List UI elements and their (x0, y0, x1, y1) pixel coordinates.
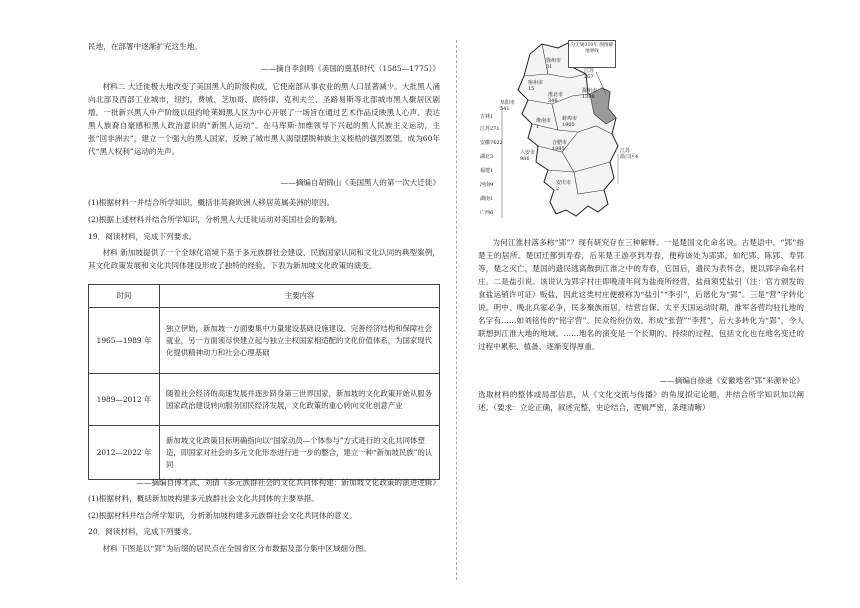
table-header-time: 时间 (89, 285, 160, 308)
material-20-paragraph: 为何江淮村落多称“郢”？现有研究存在三种解释。一是楚国文化命名说。古楚语中，“郢”指楚王的居所。楚国迁都到寿春，后来楚王游亭到寿春，便称该处为郢郢，如纪郢、陈郢、寿郢等，楚之灭亡，楚国的遗民逃离散到江淮之中的寿春，它国后，遗民为表怀念，便以郢字命名村庄。二是盐引说。该说认为郢字村庄即晚清年间为盐商所经营，盐商须凭盐引（注：官方颁发的食盐运销许可证）贩盐，因此这类村庄便被称为“盐引”“李引”，后谐化为“郢”。三是“营”字转化说。明中、晚北兵家必争，民多聚族而居，结营自保。太平天国运动时期，淮军各营均驻扎地的名字有……如刘铭传的“铭字营”、民众纷纷仿效，形成“张营”“李营”，后大多转化为“郢”，令人联想到江淮大地的地域。……地名的演变是一个长期的、持续的过程，包括文化也在地名变迁的过程中累积、植备、逐渐变得厚重。 (478, 238, 804, 351)
province-label: 福建1 (480, 168, 494, 174)
city-label: 江苏 267 (584, 68, 595, 80)
table-header-content: 主要内容 (160, 285, 440, 308)
table-row (89, 308, 440, 374)
province-label: 广西6 (480, 210, 494, 216)
jiangsu-label: 江苏 温口区4 (620, 148, 639, 160)
table-cell-time: 2012—2022 年 (89, 426, 160, 480)
source-citation: ——摘自李剑鸣《美国的奠基时代（1585—1775）》 (260, 64, 440, 73)
table-header-row (89, 285, 440, 308)
city-label: 阜阳市 541 (500, 100, 516, 112)
city-label: 徐州市 31 (546, 58, 562, 70)
question-19-heading: 19．阅读材料，完成下列要求。 (88, 232, 197, 241)
city-label: 合肥市 1985 (552, 140, 568, 152)
city-label: 宿州市 15 (528, 80, 544, 92)
policy-table (88, 284, 440, 480)
table-cell-time: 1965—1989 年 (89, 308, 160, 374)
table-row (89, 374, 440, 426)
province-label: 江苏271 (480, 126, 500, 132)
source-citation: ——摘编自傅才武、刘倩《多元族群社会的文化共同体构建：新加坡文化政策的演进逻辑》 (136, 478, 440, 487)
material-20: 材料 下图是以“郢”为后缀的居民点在全国省区分布数据及部分集中区域细分图。 (102, 544, 371, 553)
source-citation: ——摘编自胡锦山《美国黑人的第一次大迁徙》 (280, 178, 440, 187)
province-label: 吉林1 (480, 114, 494, 120)
province-label: 湖北3 (480, 154, 494, 160)
table-cell-content: 新加坡文化政策目标明确指向以“国家动员—个体参与”方式进行的文化共同体塑造，即国家对社会的多元文化形态进行进一步的整合，建立一种“新加坡民族”的认同 (160, 426, 440, 480)
table-cell-content: 独立伊始，新加坡一方面要集中力量建设基础设施建设、完善经济结构和保障社会就业，另一方面须尽快建立起与独立主权国家相适配的文化价值体系，为国家现代化提供精神动力和社会心理基础 (160, 308, 440, 374)
province-label: 安徽7622 (480, 140, 503, 146)
question-19-1: (1)根据材料，概括新加坡构建多元族群社会文化共同体的主要举措。 (88, 494, 319, 503)
material-19: 材料 新加坡提供了一个全球化语境下基于多元族群社会建设、民族国家认同和文化认同的典型案例，其文化政策发展和文化共同体建设形成了独特的经验。下表为新加坡文化政策的演变。 (88, 248, 440, 270)
question-20-heading: 20．阅读材料，完成下列要求。 (88, 527, 197, 536)
material-two: 材料二 大迁徙极大地改变了美国黑人的阶级构成，它使南部从事农业的黑人口显著减少。大批黑人涌向北部及西部工业城市，纽约、费城、芝加哥、底特律、克利夫兰、圣路易斯等北部城市黑人聚居区剧增。一批新兴黑人中产阶级以纽约哈莱姆黑人区为中心开展了一场旨在通过艺术作品反映黑人心声、表达黑人族裔自豪感和黑人政治意识的“新黑人运动”。在马库斯·加维领导下兴起的黑人民族主义运动，主张“回非洲去”，建立一个强大的黑人国家，反映了城市黑人渴望摆脱种族主义桎梏的强烈愿望，成为60年代“黑人权利”运动的先声。 (88, 82, 440, 156)
city-label: 蚌埠市 1905 (562, 116, 578, 128)
map-legend: 分无锡310年 图图解地界线 (568, 40, 616, 68)
city-label: 淮南市 1 (536, 118, 552, 130)
column-divider (456, 40, 457, 580)
table-cell-content: 随着社会经济的高速发展并逐步跻身第三世界国家，新加坡的文化政策开始从服务国家政治建设转向服务国民经济发展，文化政策的重心转向文化创意产业 (160, 374, 440, 426)
source-citation: ——摘编自徐进《安徽地名“郢”来源补论》 (659, 376, 804, 385)
city-label: 安庆市 2 (556, 180, 572, 192)
text-line: 民地，在部署中逐渐扩充这生地。 (88, 42, 202, 51)
question-20-task: 选取材料的整体或局部信息，从《文化交流与传播》的角度拟定论题，并结合所学知识加以阐述。（要求：立论正确，叙述完整，史论结合，逻辑严密，条理清晰） (478, 390, 804, 412)
table-row (89, 426, 440, 480)
province-label: 河南9 (480, 182, 494, 188)
question-1: (1)根据材料一并结合所学知识，概括非英裔欧洲人移居英属美洲的原因。 (88, 198, 335, 207)
table-cell-time: 1989—2012 年 (89, 374, 160, 426)
province-label: 湖南1 (480, 196, 494, 202)
city-label: 滁州市 1388 (582, 88, 598, 100)
question-2: (2)根据上述材料并结合所学知识，分析黑人大迁徙运动对美国社会的影响。 (88, 215, 342, 224)
city-label: 淮北市 346 (548, 92, 564, 104)
city-label: 六安市 986 (520, 150, 536, 162)
question-19-2: (2)根据材料并结合所学知识，分析新加坡构建多元族群社会文化共同体的意义。 (88, 511, 357, 520)
